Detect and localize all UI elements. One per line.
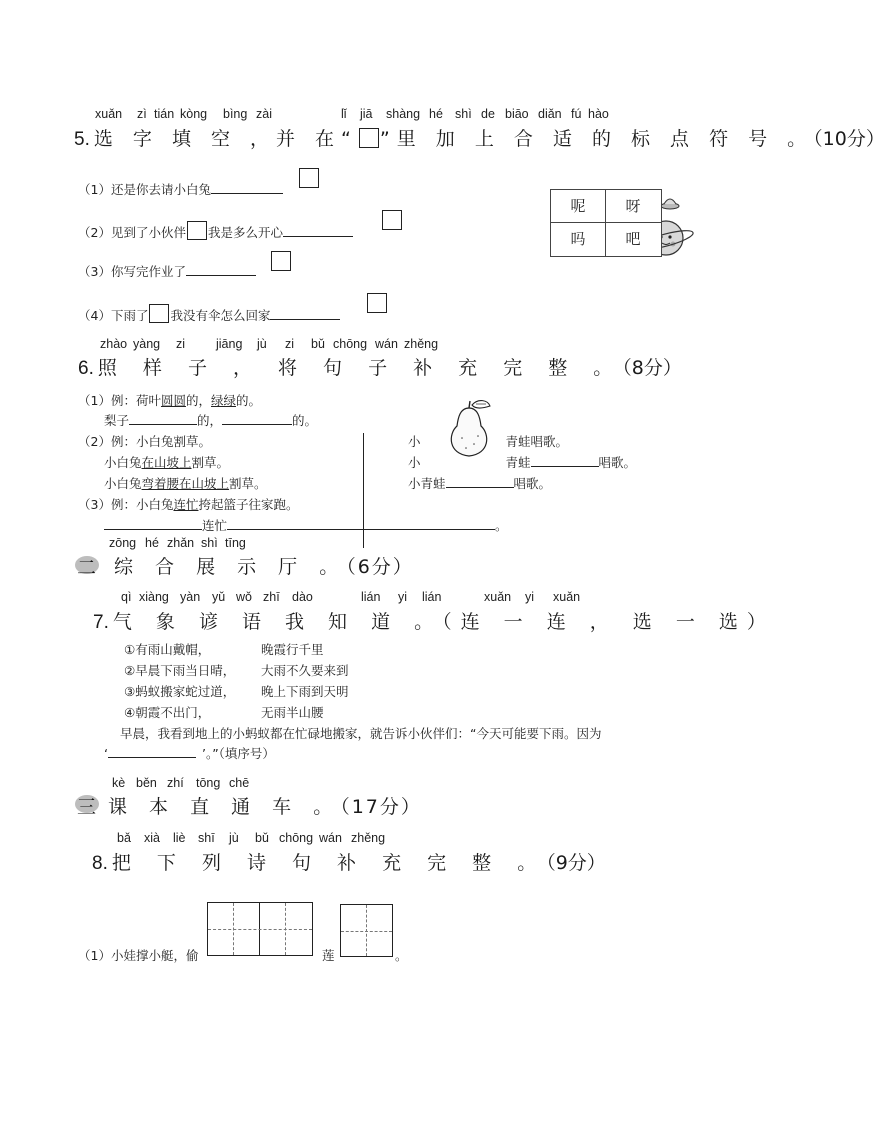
answer-text: ’。”（填序号） xyxy=(201,746,275,761)
answer-text: 连忙 xyxy=(202,518,228,533)
item-text: （2）见到了小伙伴 xyxy=(78,225,186,240)
pinyin: kè xyxy=(112,776,126,790)
example-underlined: 在山坡上 xyxy=(141,455,192,470)
q8-item-1-text-a: （1）小娃撑小艇，偷 xyxy=(78,948,199,963)
question-number: 6. xyxy=(78,358,94,379)
example-text: （1）例：荷叶 xyxy=(78,393,161,408)
pinyin: yǔ xyxy=(212,590,226,604)
pinyin: bǎ xyxy=(117,831,131,845)
q7-title xyxy=(93,607,775,634)
item-text: （1）还是你去请小白兔 xyxy=(78,182,211,197)
example-text: 割草。 xyxy=(229,476,267,491)
q8-score: （9分） xyxy=(546,852,606,874)
saying-left[interactable]: ①有雨山戴帽， xyxy=(124,642,211,657)
answer-blank[interactable] xyxy=(104,517,202,530)
pinyin: chē xyxy=(229,776,250,790)
pinyin: xuǎn xyxy=(95,107,123,121)
section-number: 二 xyxy=(77,557,97,579)
punctuation-box[interactable] xyxy=(382,210,402,230)
example-text: 割草。 xyxy=(191,455,230,470)
q6-example-3 xyxy=(78,495,299,513)
answer-text: 。 xyxy=(495,518,508,533)
answer-blank[interactable] xyxy=(270,307,340,320)
q5-title-part2: ”里 加 上 合 适 的 标 点 符 号 。 xyxy=(379,128,814,150)
q5-score: （10分） xyxy=(813,128,885,150)
pinyin: zhī xyxy=(263,590,280,604)
answer-blank[interactable] xyxy=(283,224,353,237)
word-ya: 呀 xyxy=(625,197,641,215)
q5-title xyxy=(74,124,885,151)
pinyin: tián xyxy=(154,107,175,121)
pinyin: bìng xyxy=(223,107,248,121)
example-text: 的。 xyxy=(236,393,262,408)
pinyin: tōng xyxy=(196,776,221,790)
answer-blank[interactable] xyxy=(222,412,292,425)
example-underlined: 连忙 xyxy=(173,497,199,512)
saying-item xyxy=(261,661,349,679)
word-ne: 呢 xyxy=(570,197,586,215)
answer-text: ‘ xyxy=(104,746,108,761)
punctuation-box[interactable] xyxy=(299,168,319,188)
q8-title xyxy=(92,848,606,875)
item-text: 我没有伞怎么回家 xyxy=(170,308,271,323)
pinyin: biāo xyxy=(505,107,529,121)
answer-text: 小 xyxy=(408,455,421,470)
answer-text: 小青蛙 xyxy=(408,476,446,491)
item-text: （4）下雨了 xyxy=(78,308,149,323)
q8-title-text: 把 下 列 诗 句 补 充 完 整 。 xyxy=(111,852,547,874)
example-text: （3）例：小白兔 xyxy=(78,497,174,512)
answer-text: 小 xyxy=(408,434,421,449)
q5-item-2 xyxy=(78,221,353,241)
sec3-title xyxy=(108,792,422,819)
pinyin: zì xyxy=(137,107,147,121)
q5-item-3 xyxy=(78,262,256,280)
q6-right-line1 xyxy=(408,432,568,450)
pinyin: xuǎn xyxy=(553,590,581,604)
pear-icon xyxy=(442,398,496,460)
pinyin: tīng xyxy=(225,536,246,550)
pinyin: zōng xyxy=(109,536,137,550)
punctuation-box[interactable] xyxy=(367,293,387,313)
item-text: 我是多么开心 xyxy=(207,225,283,240)
pinyin: zài xyxy=(256,107,272,121)
pinyin: yi xyxy=(398,590,408,604)
pinyin: yàng xyxy=(133,337,161,351)
section-mark xyxy=(74,553,97,579)
punctuation-box[interactable] xyxy=(187,221,207,240)
section-title-text: 课 本 直 通 车 。 xyxy=(108,796,341,818)
answer-text: 唱歌。 xyxy=(598,455,637,470)
answer-text: 梨子 xyxy=(104,413,130,428)
q6-right-line2 xyxy=(408,453,636,471)
answer-blank[interactable] xyxy=(186,263,256,276)
pinyin: hé xyxy=(145,536,159,550)
saying-item xyxy=(261,703,324,721)
example-underlined: 在山坡上 xyxy=(179,476,230,491)
pinyin: hào xyxy=(588,107,609,121)
q5-item-1 xyxy=(78,180,283,198)
pinyin: xiàng xyxy=(139,590,169,604)
pinyin: shàng xyxy=(386,107,421,121)
answer-blank[interactable] xyxy=(227,517,495,530)
pinyin: lián xyxy=(422,590,442,604)
question-number: 8. xyxy=(92,853,108,874)
example-underlined: 绿绿 xyxy=(211,393,237,408)
word-ma: 吗 xyxy=(570,230,586,248)
pinyin: xià xyxy=(144,831,160,845)
q6-example-2-line3 xyxy=(104,474,267,492)
answer-blank[interactable] xyxy=(531,454,599,467)
pinyin: bǔ xyxy=(255,831,269,845)
pinyin: hé xyxy=(429,107,443,121)
saying-item xyxy=(261,682,349,700)
punctuation-box[interactable] xyxy=(271,251,291,271)
example-underlined: 圆圆 xyxy=(160,393,186,408)
example-text: 的， xyxy=(185,393,211,408)
saying-left[interactable]: ④朝霞不出门， xyxy=(124,705,211,720)
pinyin: zhěng xyxy=(351,831,386,845)
q6-right-line3 xyxy=(408,474,551,492)
saying-right[interactable]: 大雨不久要来到 xyxy=(261,663,349,678)
q5-title-part1: 选 字 填 空 ，并 在“ xyxy=(93,128,358,150)
pinyin: kòng xyxy=(180,107,208,121)
example-text: 挎起篮子往家跑。 xyxy=(198,497,299,512)
pinyin: jù xyxy=(229,831,239,845)
q6-answer-3 xyxy=(104,516,508,534)
pinyin: chōng xyxy=(333,337,368,351)
q7-story: 早晨，我看到地上的小蚂蚁都在忙碌地搬家，就告诉小伙伴们：“今天可能要下雨。因为 xyxy=(120,726,602,741)
pinyin: zhào xyxy=(100,337,128,351)
writing-grid[interactable] xyxy=(207,902,313,956)
q6-example-2-line2 xyxy=(104,453,229,471)
pinyin: zhǎn xyxy=(167,536,195,550)
saying-item xyxy=(124,661,235,679)
answer-text: 青蛙 xyxy=(505,455,531,470)
saying-item xyxy=(261,640,324,658)
pinyin: liè xyxy=(173,831,186,845)
pinyin: jiāng xyxy=(216,337,243,351)
answer-blank[interactable] xyxy=(108,745,196,758)
pinyin: shī xyxy=(198,831,215,845)
q6-example-2-title: （2）例：小白兔割草。 xyxy=(78,434,211,449)
saying-item xyxy=(124,703,210,721)
pinyin: diǎn xyxy=(538,107,562,121)
pinyin: yàn xyxy=(180,590,201,604)
saying-item xyxy=(124,640,210,658)
pinyin: xuǎn xyxy=(484,590,512,604)
answer-blank[interactable] xyxy=(211,181,283,194)
pinyin: zhěng xyxy=(404,337,439,351)
section-mark xyxy=(74,792,97,818)
q7-answer-line xyxy=(104,744,275,762)
pinyin: běn xyxy=(136,776,157,790)
q6-score: （8分） xyxy=(622,357,682,379)
saying-right[interactable]: 无雨半山腰 xyxy=(261,705,324,720)
saying-right[interactable]: 晚上下雨到天明 xyxy=(261,684,349,699)
answer-text: 唱歌。 xyxy=(513,476,552,491)
answer-blank[interactable] xyxy=(446,475,514,488)
pinyin: qì xyxy=(121,590,132,604)
pinyin: shì xyxy=(201,536,218,550)
pinyin: lián xyxy=(361,590,381,604)
answer-text: 的， xyxy=(197,413,223,428)
pinyin: jiā xyxy=(360,107,373,121)
saying-left[interactable]: ③蚂蚁搬家蛇过道， xyxy=(124,684,236,699)
pinyin: jù xyxy=(257,337,267,351)
q5-item-4 xyxy=(78,304,340,324)
punctuation-box[interactable] xyxy=(149,304,169,323)
pinyin: bǔ xyxy=(311,337,325,351)
pinyin: wǒ xyxy=(236,590,252,604)
pinyin: de xyxy=(481,107,495,121)
q6-title xyxy=(78,353,682,380)
pinyin: zhí xyxy=(167,776,184,790)
pinyin: yi xyxy=(525,590,535,604)
writing-grid[interactable] xyxy=(340,904,393,957)
pinyin: zi xyxy=(285,337,295,351)
example-underlined: 弯着腰 xyxy=(141,476,180,491)
sec2-title xyxy=(114,552,414,579)
q6-title-text: 照 样 子 ， 将 句 子 补 充 完 整 。 xyxy=(97,357,623,379)
pinyin: dào xyxy=(292,590,313,604)
answer-blank[interactable] xyxy=(129,412,197,425)
q8-item-1-text-c: 。 xyxy=(395,948,408,963)
answer-text: 青蛙唱歌。 xyxy=(505,434,569,449)
question-number: 7. xyxy=(93,612,109,633)
example-text: 小白兔 xyxy=(104,476,142,491)
section-number: 三 xyxy=(77,796,97,818)
pinyin: shì xyxy=(455,107,472,121)
saying-item xyxy=(124,682,235,700)
pinyin: wán xyxy=(319,831,342,845)
section-score: （6分） xyxy=(346,556,414,578)
section-score: （17分） xyxy=(340,796,422,818)
q7-title-text: 气 象 谚 语 我 知 道 。（连 一 连 ， 选 一 选） xyxy=(112,611,775,633)
word-table-grid xyxy=(550,189,662,257)
punctuation-box xyxy=(359,128,379,148)
saying-right[interactable]: 晚霞行千里 xyxy=(261,642,324,657)
example-text: 小白兔 xyxy=(104,455,142,470)
answer-text: 的。 xyxy=(292,413,318,428)
pinyin: wán xyxy=(375,337,398,351)
pinyin: chōng xyxy=(279,831,314,845)
saying-left[interactable]: ②早晨下雨当日晴， xyxy=(124,663,236,678)
q6-example-1 xyxy=(78,391,261,409)
word-ba: 吧 xyxy=(625,230,641,248)
question-number: 5. xyxy=(74,129,90,150)
pinyin: zi xyxy=(176,337,186,351)
item-text: （3）你写完作业了 xyxy=(78,264,186,279)
q6-answer-1 xyxy=(104,411,317,429)
section-title-text: 综 合 展 示 厅 。 xyxy=(114,556,347,578)
pinyin: fú xyxy=(571,107,582,121)
q8-item-1-text-b: 莲 xyxy=(322,948,335,963)
pinyin: lǐ xyxy=(341,107,347,121)
